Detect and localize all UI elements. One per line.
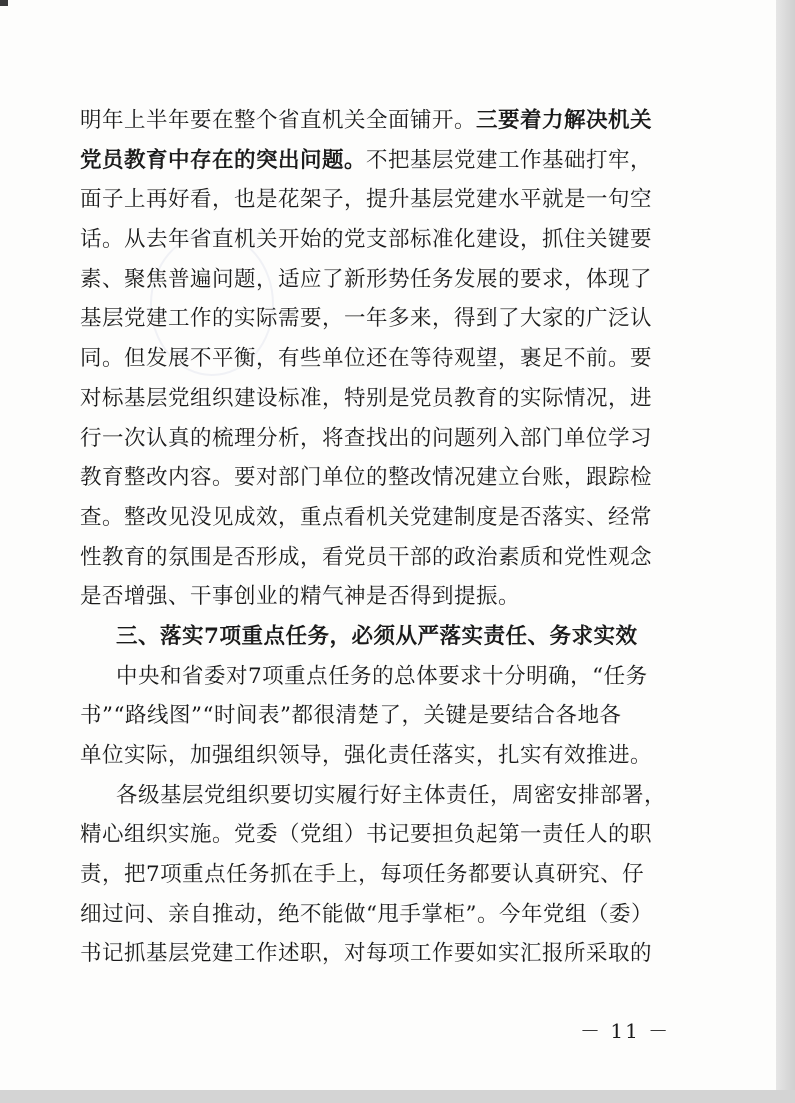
body-line	[80, 458, 653, 498]
body-text: 明年上半年要在整个省直机关全面铺开。	[80, 108, 477, 133]
body-line: 书记抓基层党建工作述职，对每项工作要如实汇报所采取的	[80, 941, 653, 967]
body-text: 性教育的氛围是否形成，看党员干部的政治素质和党性观念	[80, 544, 653, 570]
body-line	[80, 101, 653, 141]
body-text: 面子上再好看，也是花架子，提升基层党建水平就是一句空	[80, 187, 653, 213]
body-line	[80, 577, 650, 617]
paragraph-3	[80, 776, 667, 974]
body-text: 基层党建工作的实际需要，一年多来，得到了大家的广泛认	[80, 306, 653, 332]
paragraph-2	[80, 657, 653, 776]
body-text: 对标基层党组织建设标准，特别是党员教育的实际情况，进	[80, 385, 653, 411]
body-line	[80, 299, 653, 339]
scan-edge-right	[776, 0, 795, 1103]
paragraph-1	[80, 101, 653, 617]
body-line: 书”“路线图”“时间表”都很清楚了，关键是要结合各地各	[80, 703, 622, 729]
body-text: 行一次认真的梳理分析，将查找出的问题列入部门单位学习	[80, 425, 653, 451]
body-text: 素、聚焦普遍问题，适应了新形势任务发展的要求，体现了	[80, 266, 653, 292]
body-text: 是否增强、干事创业的精气神是否得到提振。	[80, 584, 521, 610]
body-line	[80, 419, 653, 459]
body-line	[80, 141, 653, 181]
body-line: 细过问、亲自推动，绝不能做“甩手掌柜”。今年党组（委）	[80, 901, 653, 927]
body-text: 话。从去年省直机关开始的党支部标准化建设，抓住关键要	[80, 227, 653, 253]
body-line: 单位实际，加强组织领导，强化责任落实，扎实有效推进。	[80, 743, 653, 768]
section-heading: 三、落实7项重点任务，必须从严落实责任、务求实效	[116, 623, 638, 649]
body-text: 同。但发展不平衡，有些单位还在等待观望，裹足不前。要	[80, 346, 653, 372]
scan-edge-bottom	[0, 1090, 795, 1103]
scan-corner-mark	[0, 0, 8, 6]
body-text: 查。整改见没见成效，重点看机关党建制度是否落实、经常	[80, 504, 653, 530]
body-line: 精心组织实施。党委（党组）书记要担负起第一责任人的职	[80, 822, 653, 848]
body-line: 中央和省委对7项重点任务的总体要求十分明确，“任务	[116, 663, 648, 689]
body-line: 责，把7项重点任务抓在手上，每项任务都要认真研究、仔	[80, 862, 645, 888]
body-line	[80, 260, 653, 300]
body-line	[80, 379, 653, 419]
bold-text: 党员教育中存在的突出问题。	[80, 147, 367, 173]
bold-text: 三要着力解决机关	[476, 108, 653, 133]
body-line	[80, 538, 653, 578]
body-text: 不把基层党建工作基础打牢，	[366, 147, 653, 173]
page-number: － 11 －	[580, 1019, 671, 1043]
body-text: 教育整改内容。要对部门单位的整改情况建立台账，跟踪检	[80, 465, 653, 491]
body-line	[80, 220, 653, 260]
body-line: 各级基层党组织要切实履行好主体责任，周密安排部署，	[116, 782, 667, 808]
document-body	[80, 101, 667, 974]
body-line	[80, 180, 653, 220]
body-line	[80, 498, 653, 538]
body-line	[80, 339, 653, 379]
